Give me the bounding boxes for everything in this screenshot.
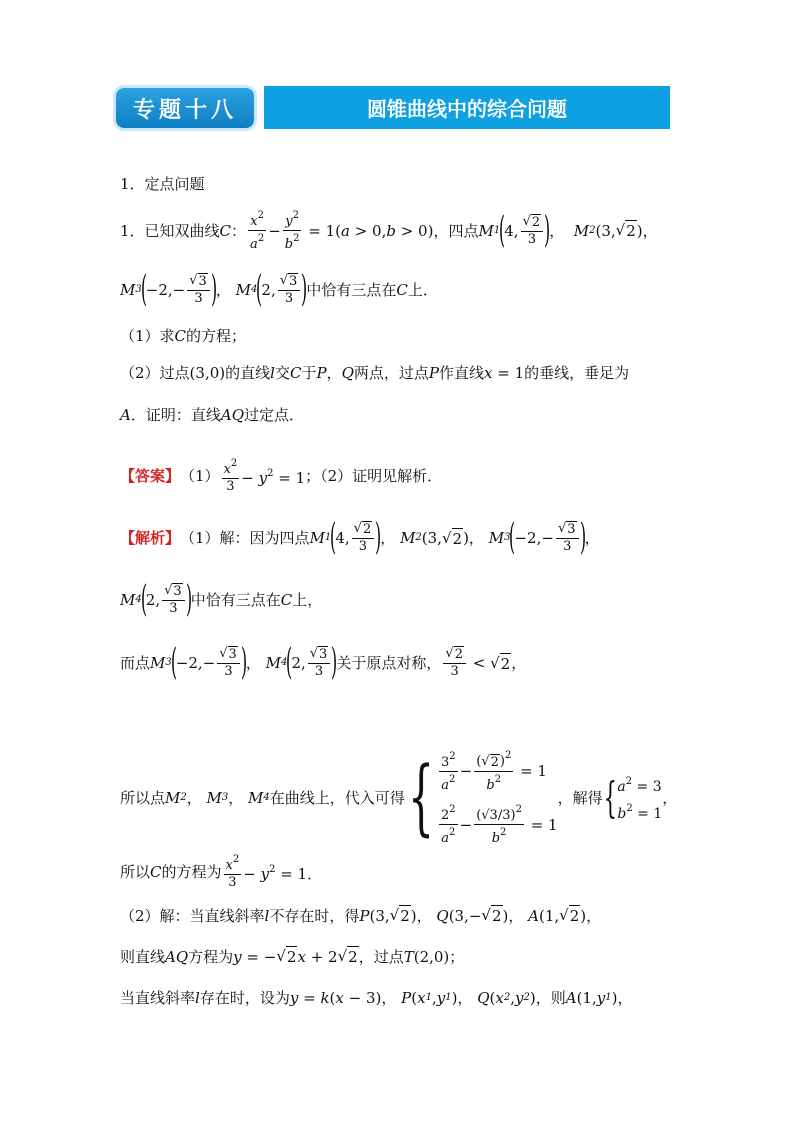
problem-line-1: 1．已知双曲线 C ： $\frac{x^2}{a^2}$ − $\frac{y^2}{b^2}$ = 1(a > 0,b > 0) ，四点 M 1 ( 4, √ 2 3 ) ， M 2 (3, √ 2 )， [120, 209, 658, 252]
section-heading: 1．定点问题 [120, 175, 205, 193]
analysis-label: 【解析】 [120, 529, 181, 547]
analysis-line-7: 则直线 AQ 方程为 y = − √ 2 x + 2 √ 2 ，过点 T (2,0)； [120, 947, 465, 966]
analysis-line-2: M 4 ( 2, √ 3 3 ) 中恰有三点在 C 上， [120, 579, 323, 620]
topic-number-badge: 专题十八 [116, 88, 254, 128]
question-2-line-1: （2）过点 (3,0) 的直线 l 交 C 于 P ， Q 两点，过点 P 作直线 x = 1 的垂线，垂足为 [120, 364, 630, 382]
question-2-line-2: A ．证明：直线 AQ 过定点． [120, 406, 305, 424]
topic-title-banner: 圆锥曲线中的综合问题 [264, 86, 670, 129]
answer-line: 【答案】 （1） $\frac{x^2}{3}$ − $y^2 = 1$ ；（2）证明见解析． [120, 458, 443, 494]
problem-line-2: M 3 ( −2,− √ 3 3 ) ， M 4 ( 2, √ 3 3 ) 中恰有三点在 C 上． [120, 269, 438, 310]
analysis-line-3: 而点 M 3 ( −2,− √ 3 3 ) ， M 4 ( 2, √ 3 3 ) 关于原点对称， √ 2 3 < √ 2 ， [120, 642, 527, 683]
analysis-line-1: 【解析】 （1）解：因为四点 M 1 ( 4, √ 2 3 ) ， M 2 (3, √ 2 )， M 3 ( −2,− √ 3 3 ) ， [120, 517, 600, 558]
analysis-line-4: 所以点 M 2 ， M 3 ， M 4 在曲线上，代入可得 { $\frac{3^2}{a^2}$ − ( √ 2 )$^2$ $b^2$ = 1 $\frac{2^2}{a^2}$ − $\frac{(√3/3)^2}{b^2}$ = 1 ，解得 { $a^2 = 3$ $b^2 = 1$ ， [120, 749, 678, 846]
question-1: （1）求 C 的方程； [120, 327, 247, 345]
analysis-line-8: 当直线斜率 l 存在时，设为 y = k(x − 3)， P (x 1 ,y 1 )， Q (x 2 ,y 2 ) ，则 A (1,y 1 )， [120, 989, 633, 1007]
analysis-line-5: 所以 C 的方程为 $\frac{x^2}{3}$ − $y^2 = 1$． [120, 854, 323, 890]
analysis-line-6: （2）解：当直线斜率 l 不存在时，得 P (3, √ 2 )， Q (3,− √ 2 )， A (1, √ 2 )， [120, 906, 602, 925]
answer-label: 【答案】 [120, 466, 181, 485]
